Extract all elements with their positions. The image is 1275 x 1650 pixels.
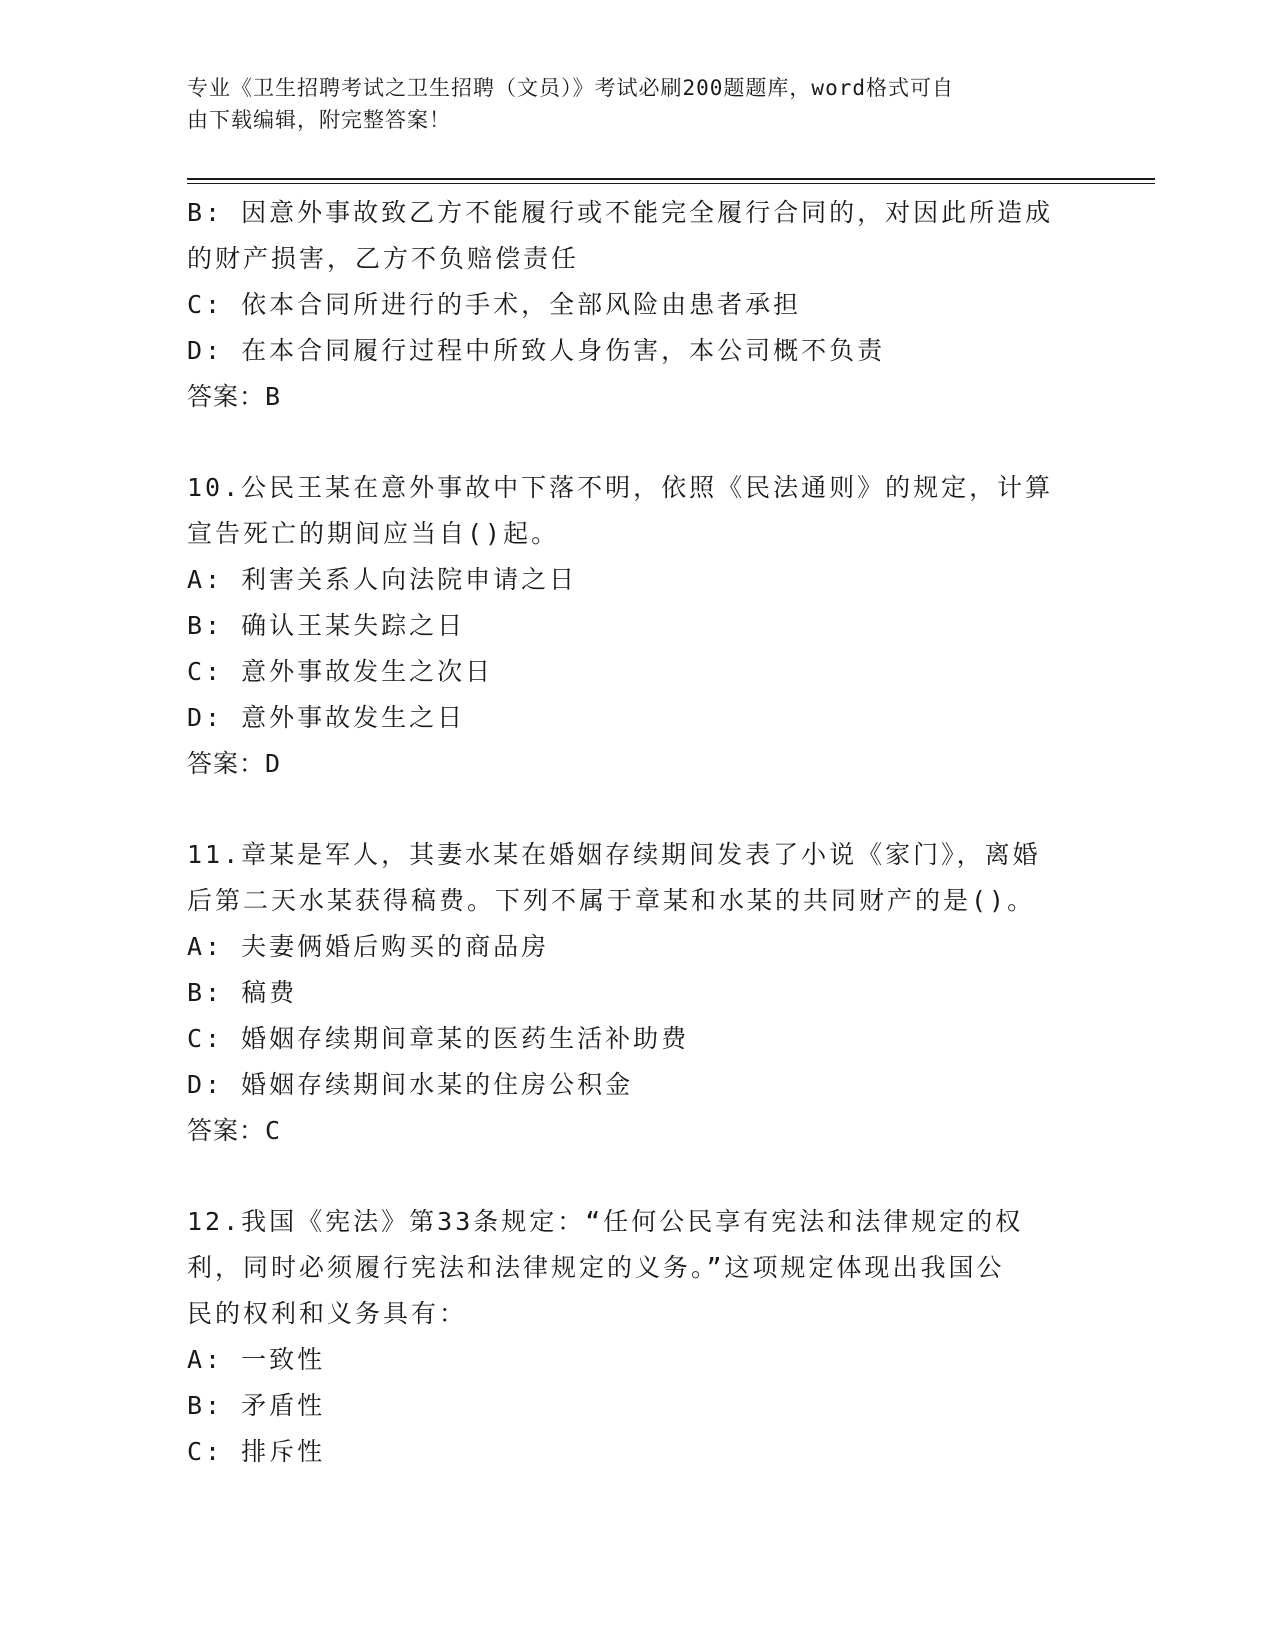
option-c: C: 排斥性 (187, 1437, 326, 1466)
question-stem-continued: 后第二天水某获得稿费。下列不属于章某和水某的共同财产的是()。 (187, 886, 1036, 915)
spacer (187, 787, 1087, 832)
option-c: C: 意外事故发生之次日 (187, 657, 494, 686)
answer-line (187, 741, 1087, 787)
question-9-continued (187, 190, 1087, 420)
answer-value: D (265, 749, 282, 778)
answer-label: 答案： (187, 382, 266, 411)
answer-label: 答案： (187, 749, 266, 778)
option-b: B: 稿费 (187, 978, 298, 1007)
answer-line (187, 374, 1087, 420)
answer-line (187, 1108, 1087, 1154)
question-stem: 12.我国《宪法》第33条规定：“任何公民享有宪法和法律规定的权 (187, 1207, 1024, 1236)
question-stem-continued: 利，同时必须履行宪法和法律规定的义务。”这项规定体现出我国公 (187, 1253, 1005, 1282)
answer-value: B (265, 382, 282, 411)
question-10 (187, 465, 1087, 787)
option-b-continued: 的财产损害，乙方不负赔偿责任 (187, 244, 580, 273)
question-list (187, 190, 1087, 1475)
spacer (187, 1154, 1087, 1199)
answer-value: C (265, 1116, 282, 1145)
question-stem-continued: 宣告死亡的期间应当自()起。 (187, 519, 560, 548)
option-d: D: 婚姻存续期间水某的住房公积金 (187, 1070, 634, 1099)
option-d: D: 意外事故发生之日 (187, 703, 466, 732)
header-divider (187, 178, 1155, 184)
option-d: D: 在本合同履行过程中所致人身伤害，本公司概不负责 (187, 336, 886, 365)
option-b: B: 因意外事故致乙方不能履行或不能完全履行合同的，对因此所造成 (187, 198, 1054, 227)
option-a: A: 利害关系人向法院申请之日 (187, 565, 578, 594)
question-12 (187, 1199, 1087, 1475)
option-c: C: 婚姻存续期间章某的医药生活补助费 (187, 1024, 690, 1053)
question-stem: 10.公民王某在意外事故中下落不明，依照《民法通则》的规定，计算 (187, 473, 1054, 502)
spacer (187, 420, 1087, 465)
option-a: A: 一致性 (187, 1345, 326, 1374)
header-title-line-2: 由下载编辑，附完整答案！ (187, 108, 451, 132)
option-b: B: 矛盾性 (187, 1391, 326, 1420)
option-b: B: 确认王某失踪之日 (187, 611, 466, 640)
page-header (187, 72, 1067, 136)
option-a: A: 夫妻俩婚后购买的商品房 (187, 932, 550, 961)
header-title-line-1: 专业《卫生招聘考试之卫生招聘（文员）》考试必刷200题题库，word格式可自 (187, 76, 954, 100)
answer-label: 答案： (187, 1116, 266, 1145)
question-11 (187, 832, 1087, 1154)
option-c: C: 依本合同所进行的手术，全部风险由患者承担 (187, 290, 802, 319)
question-stem-continued: 民的权利和义务具有： (187, 1299, 468, 1328)
question-stem: 11.章某是军人，其妻水某在婚姻存续期间发表了小说《家门》，离婚 (187, 840, 1041, 869)
